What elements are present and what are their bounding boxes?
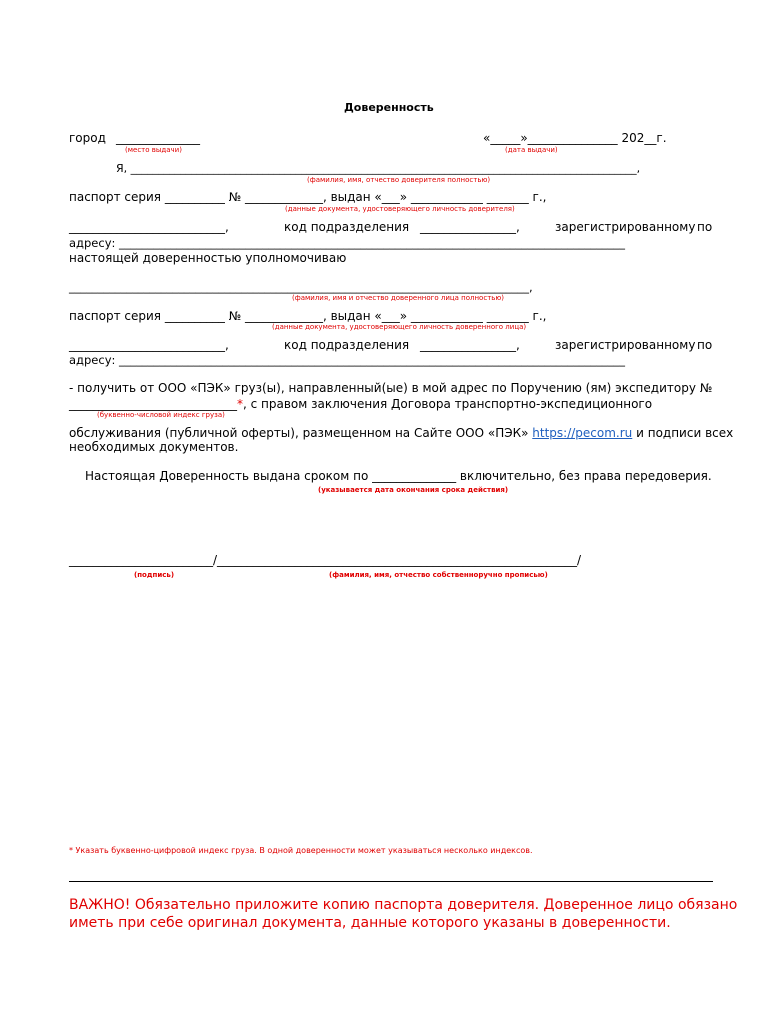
cargo-index-hint: (буквенно-числовой индекс груза) (97, 411, 225, 419)
authorize-text: настоящей доверенностью уполномочиваю (69, 251, 347, 265)
passport2-code-blank[interactable]: ________________, (420, 338, 520, 352)
task-line2-rest: , с правом заключения Договора транспортно-экспедиционного (243, 397, 653, 411)
passport1-line[interactable]: паспорт серия __________ № _____________, выдан «___» ____________ _______ г., (69, 190, 547, 204)
passport2-po-label: по (697, 338, 713, 352)
signature-line[interactable]: ________________________/____________________________________________________________/ (69, 553, 582, 567)
city-label: город (69, 131, 106, 145)
task-line2 (69, 397, 652, 411)
footnote-star: * (237, 397, 243, 411)
agent-hint: (фамилия, имя и отчество доверенного лица полностью) (292, 294, 505, 302)
date-hint: (дата выдачи) (505, 146, 558, 154)
task-line3 (69, 426, 733, 440)
passport1-code-label: код подразделения (284, 220, 410, 234)
passport2-line[interactable]: паспорт серия __________ № _____________, выдан «___» ____________ _______ г., (69, 309, 547, 323)
passport1-code-blank[interactable]: ________________, (420, 220, 520, 234)
principal-hint: (фамилия, имя, отчество доверителя полностью) (307, 176, 491, 184)
passport2-blank[interactable]: __________________________, (69, 338, 229, 352)
city-hint: (место выдачи) (125, 146, 182, 154)
task-line3-end: и подписи всех (636, 426, 734, 440)
passport2-address[interactable]: адресу: ________________________________________________________________________________________ (69, 353, 626, 367)
important-line1: ВАЖНО! Обязательно приложите копию паспорта доверителя. Доверенное лицо обязано (69, 897, 738, 913)
footnote-text: * Указать буквенно-цифровой индекс груза. В одной доверенности может указываться несколько индексов. (69, 846, 533, 855)
passport1-blank[interactable]: __________________________, (69, 220, 229, 234)
fullname-hint: (фамилия, имя, отчество собственноручно прописью) (329, 571, 548, 579)
cargo-index-blank[interactable]: ____________________________ (69, 397, 237, 411)
signature-hint: (подпись) (134, 571, 175, 579)
passport2-reg-label: зарегистрированному (555, 338, 696, 352)
pecom-link[interactable]: https://pecom.ru (532, 426, 633, 440)
agent-line[interactable]: ________________________________________________________________________________, (69, 280, 533, 294)
passport1-reg-label: зарегистрированному (555, 220, 696, 234)
city-blank[interactable]: ______________ (116, 131, 200, 145)
term-line[interactable]: Настоящая Доверенность выдана сроком по ______________ включительно, без права передоверия. (85, 469, 712, 483)
divider-line (69, 881, 713, 882)
date-blank[interactable]: «_____»_______________ 202__г. (483, 131, 667, 145)
task-line3-start: обслуживания (публичной оферты), размещенном на Сайте ООО «ПЭК» (69, 426, 529, 440)
principal-line[interactable]: Я, ____________________________________________________________________________________________, (116, 162, 641, 175)
passport1-po-label: по (697, 220, 713, 234)
document-title: Доверенность (344, 101, 434, 114)
passport1-hint: (данные документа, удостоверяющего личность доверителя) (285, 205, 515, 213)
passport2-hint: (данные документа, удостоверяющего личность доверенного лица) (272, 323, 527, 331)
task-line1: - получить от ООО «ПЭК» груз(ы), направленный(ые) в мой адрес по Поручению (ям) экспедитору № (69, 381, 713, 395)
important-line2: иметь при себе оригинал документа, данные которого указаны в доверенности. (69, 915, 671, 931)
passport1-address[interactable]: адресу: ________________________________________________________________________________________ (69, 236, 626, 250)
term-hint: (указывается дата окончания срока действия) (318, 486, 509, 494)
task-line4: необходимых документов. (69, 440, 239, 454)
passport2-code-label: код подразделения (284, 338, 410, 352)
